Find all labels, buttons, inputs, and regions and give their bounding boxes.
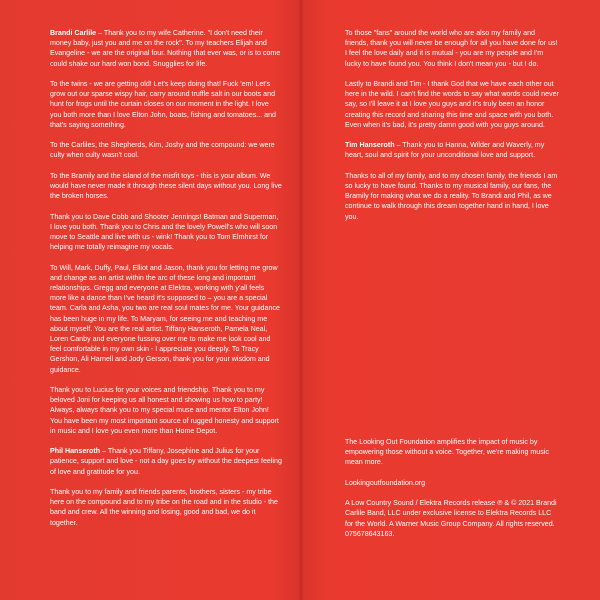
foundation-text: The Looking Out Foundation amplifies the impact of music by empowering those without a voice. Together, we're making music mean more. [345,438,549,467]
paragraph: Thank you to Dave Cobb and Shooter Jennings! Batman and Superman, I love you both. Thank you to Chris and the lovely Powell's who will soon move to Seattle and live with us - wink! Thank you to Tom Elmhirst for helping me totally reimagine my vocals. [50,212,279,252]
paragraph: To those "fans" around the world who are also my family and friends, thank you will never be enough for all you have done for us! I feel the love daily and it is mutual - you are my people and I'm lucky to have found you. You think I don't mean you - but I do. [345,29,558,68]
paragraph [345,140,560,160]
paragraph [50,28,282,69]
paragraph-text: – Thank you to my wife Catherine. "I don't need their money baby, just you and me on the rock". To my teachers Elijah and Evangeline - we are the original four. Nothing that ever was, or is to come could shake our hard won bond. Snugglies for life. [50,29,281,68]
website-text: Lookingoutfoundation.org [345,478,426,487]
paragraph [50,446,282,477]
paragraph: To the Carliles, the Shepherds, Kim, Joshy and the compound: we were culty when culty wasn't cool. [50,141,275,160]
paragraph: To Will, Mark, Duffy, Paul, Elliot and Jason, thank you for letting me grow and change as an artist within the arc of these long and important relationships. Gregg and everyone at Elektra, working with y'all feels more like a dance than I've heard it's supposed to – you are a special team. Carla and Asha, you two are real soul mates for me. Your guidance has been huge in my life. To Maryam, for seeing me and teaching me about myself. You are the real artist. Tiffany Hanseroth, Pamela Neal, Loren Canby and everyone fussing over me to make me look cool and feel comfortable in my own skin - I appreciate you deeply. To Tracy Gershon, Ali Harnell and Jody Gerson, thank you for your wisdom and guidance. [50,263,280,374]
paragraph: Thank you to my family and friends parents, brothers, sisters - my tribe here on the compound and to my tribe on the road and in the studio - the band and crew. All the winning and losing, good and bad, we do it together. [50,488,278,527]
page-fold [298,0,304,600]
paragraph: Thank you to Lucius for your voices and friendship. Thank you to my beloved Joni for keeping us all honest and showing us how to party! Always, always thank you to my special muse and mentor Elton John! You have been my most important source of rugged honesty and support in music and I love you even more than Home Depot. [50,386,279,435]
name-heading: Tim Hanseroth [345,141,395,150]
name-heading: Brandi Carlile [50,29,97,37]
right-column [345,28,560,232]
paragraph-text: – Thank you to Hanna, Wilder and Waverly, my heart, soul and spirit for your unconditional love and support. [345,141,545,160]
legal-text: A Low Country Sound / Elektra Records release ℗ & © 2021 Brandi Carlile Band, LLC under exclusive license to Elektra Records LLC for the World. A Warner Music Group Company. All rights reserved. 075678643163. [345,499,557,538]
paragraph: Thanks to all of my family, and to my chosen family, the friends I am so lucky to have found. Thanks to my musical family, our fans, the Bramily for making what we do a reality. To Brandi and Phil, as we continue to walk through this dream together hand in hand, I love you. [345,171,558,221]
name-heading: Phil Hanseroth [50,447,101,456]
paragraph-text: – Thank you Tiffany, Josephine and Julius for your patience, support and love - not a day goes by without the deepest feeling of love and gratitude for you. [50,447,282,476]
left-column [50,28,282,538]
paragraph: To the Bramily and the island of the misfit toys - this is your album. We would have never made it through these silent days without you. Long live the broken horses. [50,171,282,201]
paragraph: Lastly to Brandi and Tim - I thank God that we have each other out here in the wild. I can't find the words to say what words could never say, so I'll leave it at I love you guys and it's truly been an honor creating this record and sharing this time and space with you both. Even when it's bad, it's pretty damn good with you guys around. [345,80,559,129]
footer-credits [345,437,560,549]
paragraph: To the twins - we are getting old! Let's keep doing that! Fuck 'em! Let's grow out our sparse wispy hair, carry around truffle salt in our boots and hunt for frogs until the curtain closes on our moment in the light. I love you both more than I love Elton John, boats, fishing and tomatoes... and that's saying something. [50,80,276,129]
